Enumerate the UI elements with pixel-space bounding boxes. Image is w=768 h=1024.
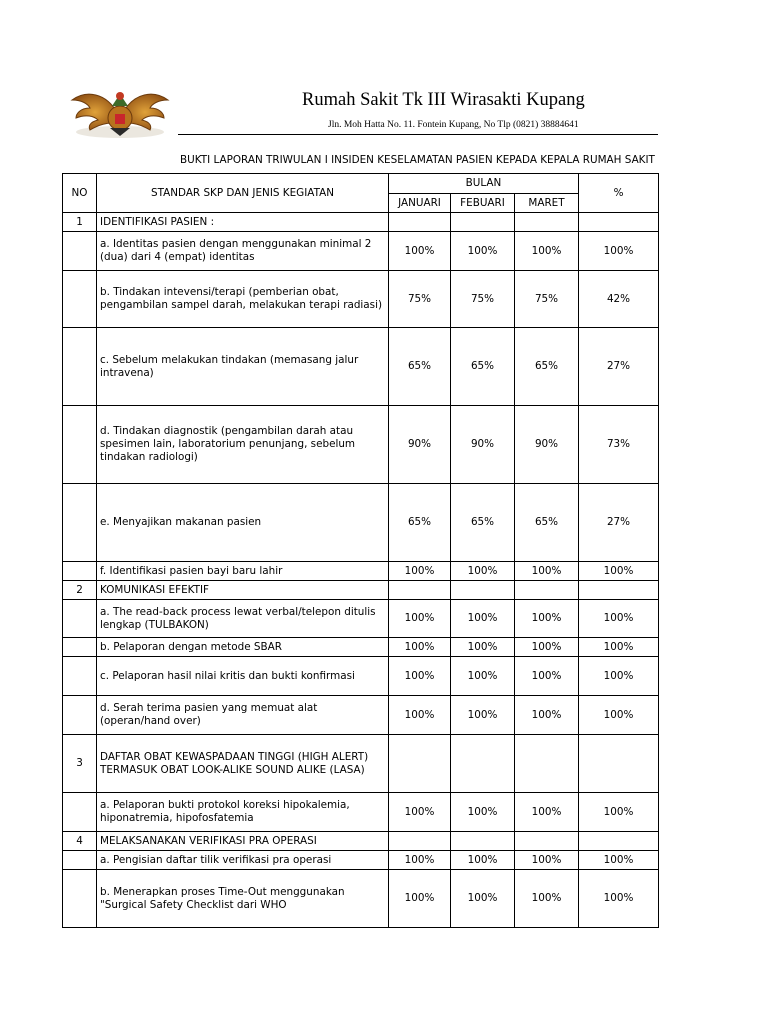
table-row xyxy=(63,581,659,600)
value-febuari: 90% xyxy=(451,406,515,484)
row-description: a. Identitas pasien dengan menggunakan minimal 2 (dua) dari 4 (empat) identitas xyxy=(97,232,389,271)
row-number xyxy=(63,851,97,870)
table-row xyxy=(63,213,659,232)
report-title: BUKTI LAPORAN TRIWULAN I INSIDEN KESELAMATAN PASIEN KEPADA KEPALA RUMAH SAKIT xyxy=(180,154,655,166)
value-percent: 100% xyxy=(579,600,659,638)
value-maret: 100% xyxy=(515,793,579,832)
value-percent: 100% xyxy=(579,696,659,735)
value-maret: 100% xyxy=(515,696,579,735)
value-percent xyxy=(579,213,659,232)
value-percent xyxy=(579,832,659,851)
value-januari: 100% xyxy=(389,851,451,870)
value-maret: 75% xyxy=(515,271,579,328)
value-maret xyxy=(515,735,579,793)
value-januari xyxy=(389,832,451,851)
value-percent: 100% xyxy=(579,870,659,928)
table-row xyxy=(63,870,659,928)
value-januari: 65% xyxy=(389,328,451,406)
table-row xyxy=(63,657,659,696)
value-febuari: 65% xyxy=(451,328,515,406)
value-febuari: 100% xyxy=(451,232,515,271)
table-row xyxy=(63,271,659,328)
row-number: 1 xyxy=(63,213,97,232)
value-percent xyxy=(579,735,659,793)
value-percent: 100% xyxy=(579,793,659,832)
value-maret: 90% xyxy=(515,406,579,484)
table-row xyxy=(63,851,659,870)
table-row xyxy=(63,696,659,735)
row-number: 4 xyxy=(63,832,97,851)
row-number xyxy=(63,271,97,328)
table-row xyxy=(63,406,659,484)
value-maret: 100% xyxy=(515,562,579,581)
row-description: f. Identifikasi pasien bayi baru lahir xyxy=(97,562,389,581)
value-januari: 100% xyxy=(389,232,451,271)
value-januari: 100% xyxy=(389,870,451,928)
row-description: a. The read-back process lewat verbal/telepon ditulis lengkap (TULBAKON) xyxy=(97,600,389,638)
value-januari: 65% xyxy=(389,484,451,562)
row-description: a. Pelaporan bukti protokol koreksi hipokalemia, hiponatremia, hipofosfatemia xyxy=(97,793,389,832)
row-number xyxy=(63,657,97,696)
value-maret: 100% xyxy=(515,870,579,928)
header-divider xyxy=(178,134,658,135)
value-percent: 27% xyxy=(579,484,659,562)
value-januari xyxy=(389,735,451,793)
value-percent: 100% xyxy=(579,562,659,581)
value-percent xyxy=(579,581,659,600)
table-row xyxy=(63,484,659,562)
row-number xyxy=(63,638,97,657)
header-no: NO xyxy=(63,174,97,213)
value-maret xyxy=(515,213,579,232)
row-number: 2 xyxy=(63,581,97,600)
table-row xyxy=(63,328,659,406)
value-maret xyxy=(515,832,579,851)
row-description: c. Pelaporan hasil nilai kritis dan bukti konfirmasi xyxy=(97,657,389,696)
row-description: IDENTIFIKASI PASIEN : xyxy=(97,213,389,232)
row-number xyxy=(63,600,97,638)
row-number xyxy=(63,562,97,581)
value-percent: 27% xyxy=(579,328,659,406)
value-maret: 100% xyxy=(515,600,579,638)
row-description: b. Menerapkan proses Time-Out menggunakan "Surgical Safety Checklist dari WHO xyxy=(97,870,389,928)
value-febuari xyxy=(451,581,515,600)
table-row xyxy=(63,793,659,832)
value-febuari: 100% xyxy=(451,638,515,657)
value-januari: 100% xyxy=(389,562,451,581)
row-description: MELAKSANAKAN VERIFIKASI PRA OPERASI xyxy=(97,832,389,851)
value-maret xyxy=(515,581,579,600)
table-row xyxy=(63,735,659,793)
value-febuari xyxy=(451,735,515,793)
value-febuari xyxy=(451,213,515,232)
value-januari: 100% xyxy=(389,793,451,832)
value-percent: 100% xyxy=(579,232,659,271)
row-number: 3 xyxy=(63,735,97,793)
table-row xyxy=(63,600,659,638)
value-januari: 100% xyxy=(389,657,451,696)
value-maret: 100% xyxy=(515,638,579,657)
value-percent: 73% xyxy=(579,406,659,484)
row-description: d. Tindakan diagnostik (pengambilan darah atau spesimen lain, laboratorium penunjang, sebelum tindakan radiologi) xyxy=(97,406,389,484)
header-standar: STANDAR SKP DAN JENIS KEGIATAN xyxy=(97,174,389,213)
header-bulan: BULAN xyxy=(389,174,579,194)
value-percent: 100% xyxy=(579,657,659,696)
header-maret: MARET xyxy=(515,194,579,213)
value-januari: 90% xyxy=(389,406,451,484)
row-number xyxy=(63,232,97,271)
header-febuari: FEBUARI xyxy=(451,194,515,213)
value-febuari: 100% xyxy=(451,870,515,928)
row-number xyxy=(63,406,97,484)
value-januari xyxy=(389,213,451,232)
value-januari xyxy=(389,581,451,600)
row-description: c. Sebelum melakukan tindakan (memasang jalur intravena) xyxy=(97,328,389,406)
value-januari: 100% xyxy=(389,638,451,657)
table-row xyxy=(63,638,659,657)
value-febuari: 100% xyxy=(451,851,515,870)
row-description: e. Menyajikan makanan pasien xyxy=(97,484,389,562)
table-header-row xyxy=(63,174,659,194)
row-description: DAFTAR OBAT KEWASPADAAN TINGGI (HIGH ALERT) TERMASUK OBAT LOOK-ALIKE SOUND ALIKE (LASA) xyxy=(97,735,389,793)
row-description: b. Tindakan intevensi/terapi (pemberian obat, pengambilan sampel darah, melakukan terapi radiasi) xyxy=(97,271,389,328)
value-januari: 100% xyxy=(389,696,451,735)
value-januari: 75% xyxy=(389,271,451,328)
hospital-address: Jln. Moh Hatta No. 11. Fontein Kupang, No Tlp (0821) 38884641 xyxy=(328,120,579,130)
value-percent: 100% xyxy=(579,851,659,870)
value-febuari: 100% xyxy=(451,793,515,832)
table-row xyxy=(63,832,659,851)
indicator-table xyxy=(62,173,659,928)
value-januari: 100% xyxy=(389,600,451,638)
value-maret: 100% xyxy=(515,851,579,870)
value-febuari: 75% xyxy=(451,271,515,328)
value-febuari xyxy=(451,832,515,851)
row-description: d. Serah terima pasien yang memuat alat (operan/hand over) xyxy=(97,696,389,735)
value-febuari: 100% xyxy=(451,657,515,696)
row-description: b. Pelaporan dengan metode SBAR xyxy=(97,638,389,657)
row-number xyxy=(63,328,97,406)
value-maret: 65% xyxy=(515,328,579,406)
value-maret: 100% xyxy=(515,657,579,696)
value-febuari: 100% xyxy=(451,696,515,735)
value-percent: 100% xyxy=(579,638,659,657)
value-febuari: 65% xyxy=(451,484,515,562)
value-febuari: 100% xyxy=(451,562,515,581)
row-description: KOMUNIKASI EFEKTIF xyxy=(97,581,389,600)
value-maret: 100% xyxy=(515,232,579,271)
header-januari: JANUARI xyxy=(389,194,451,213)
table-row xyxy=(63,562,659,581)
value-percent: 42% xyxy=(579,271,659,328)
row-number xyxy=(63,696,97,735)
value-febuari: 100% xyxy=(451,600,515,638)
value-maret: 65% xyxy=(515,484,579,562)
header-percent: % xyxy=(579,174,659,213)
hospital-name: Rumah Sakit Tk III Wirasakti Kupang xyxy=(302,90,585,110)
row-number xyxy=(63,793,97,832)
hospital-emblem-icon xyxy=(68,84,172,140)
row-description: a. Pengisian daftar tilik verifikasi pra operasi xyxy=(97,851,389,870)
row-number xyxy=(63,484,97,562)
row-number xyxy=(63,870,97,928)
table-row xyxy=(63,232,659,271)
